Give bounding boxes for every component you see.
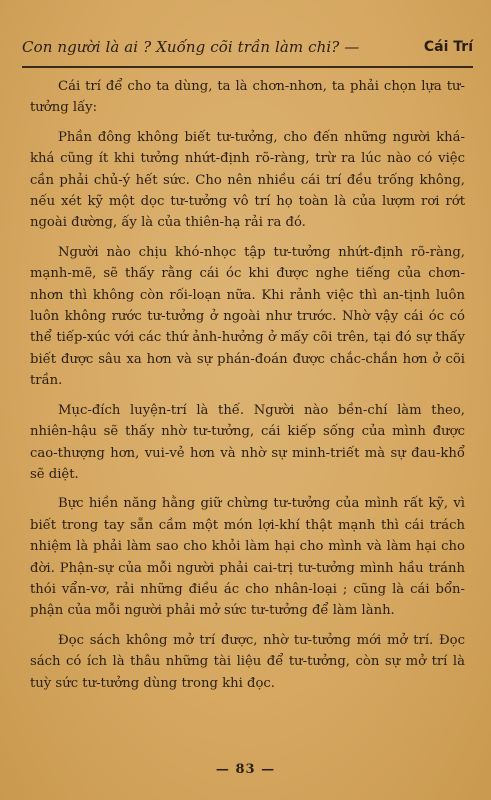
paragraph: Người nào chịu khó-nhọc tập tư-tưởng nhứt-định rõ-ràng, mạnh-mẽ, sẽ thấy rằng cái óc khi được nghe tiếng của chơn-nhơn thì không còn rối-loạn nữa. Khi rảnh việc thì an-tịnh luôn luôn không rước tư-tưởng ở ngoài như trước. Nhờ vậy cái óc có thể tiếp-xúc với các thứ ảnh-hưởng ở mấy cõi trên, tại đó sự thấy biết được sâu xa hơn và sự phán-đoán được chắc-chắn hơn ở cõi trần. xyxy=(30,244,465,389)
running-header xyxy=(22,30,473,64)
paragraph: Phần đông không biết tư-tưởng, cho đến những người khá-khá cũng ít khi tưởng nhứt-định rõ-ràng, trừ ra lúc nào có việc cần phải chủ-ý hết sức. Cho nên nhiều cái trí đều trống không, nếu xét kỹ một dọc tư-tưởng vô trí họ toàn là của lượm rơi rớt ngoài đường, ấy là của thiên-hạ rải ra đó. xyxy=(30,129,465,231)
paragraph: Cái trí để cho ta dùng, ta là chơn-nhơn, ta phải chọn lựa tư-tưởng lấy: xyxy=(30,79,465,116)
paragraph: Mục-đích luyện-trí là thế. Người nào bền-chí làm theo, nhiên-hậu sẽ thấy nhờ tư-tưởng, cái kiếp sống của mình được cao-thượng hơn, vui-vẻ hơn và nhờ sự minh-triết mà sự đau-khổ sẽ diệt. xyxy=(30,402,465,482)
paragraph: Đọc sách không mở trí được, nhờ tư-tưởng mới mở trí. Đọc sách có ích là thâu những tài liệu để tư-tưởng, còn sự mở trí là tuỳ sức tư-tưởng dùng trong khi đọc. xyxy=(30,632,465,691)
page-number: — 83 — xyxy=(215,762,276,777)
body-text xyxy=(30,76,465,702)
header-rule xyxy=(22,66,473,68)
header-section: Cái Trí xyxy=(423,39,473,55)
paragraph: Bực hiền năng hằng giữ chừng tư-tưởng của mình rất kỹ, vì biết trong tay sẵn cầm một món lợi-khí thật mạnh thì cái trách nhiệm là phải làm sao cho khỏi làm hại cho mình và làm hại cho đời. Phận-sự của mỗi người phải cai-trị tư-tưởng mình hầu tránh thói vẩn-vơ, rải những điều ác cho nhân-loại ; cũng là cái bổn-phận của mỗi người phải mở sức tư-tưởng để làm lành. xyxy=(30,496,465,619)
header-title: Con người là ai ? Xuống cõi trần làm chi? — xyxy=(22,38,360,56)
